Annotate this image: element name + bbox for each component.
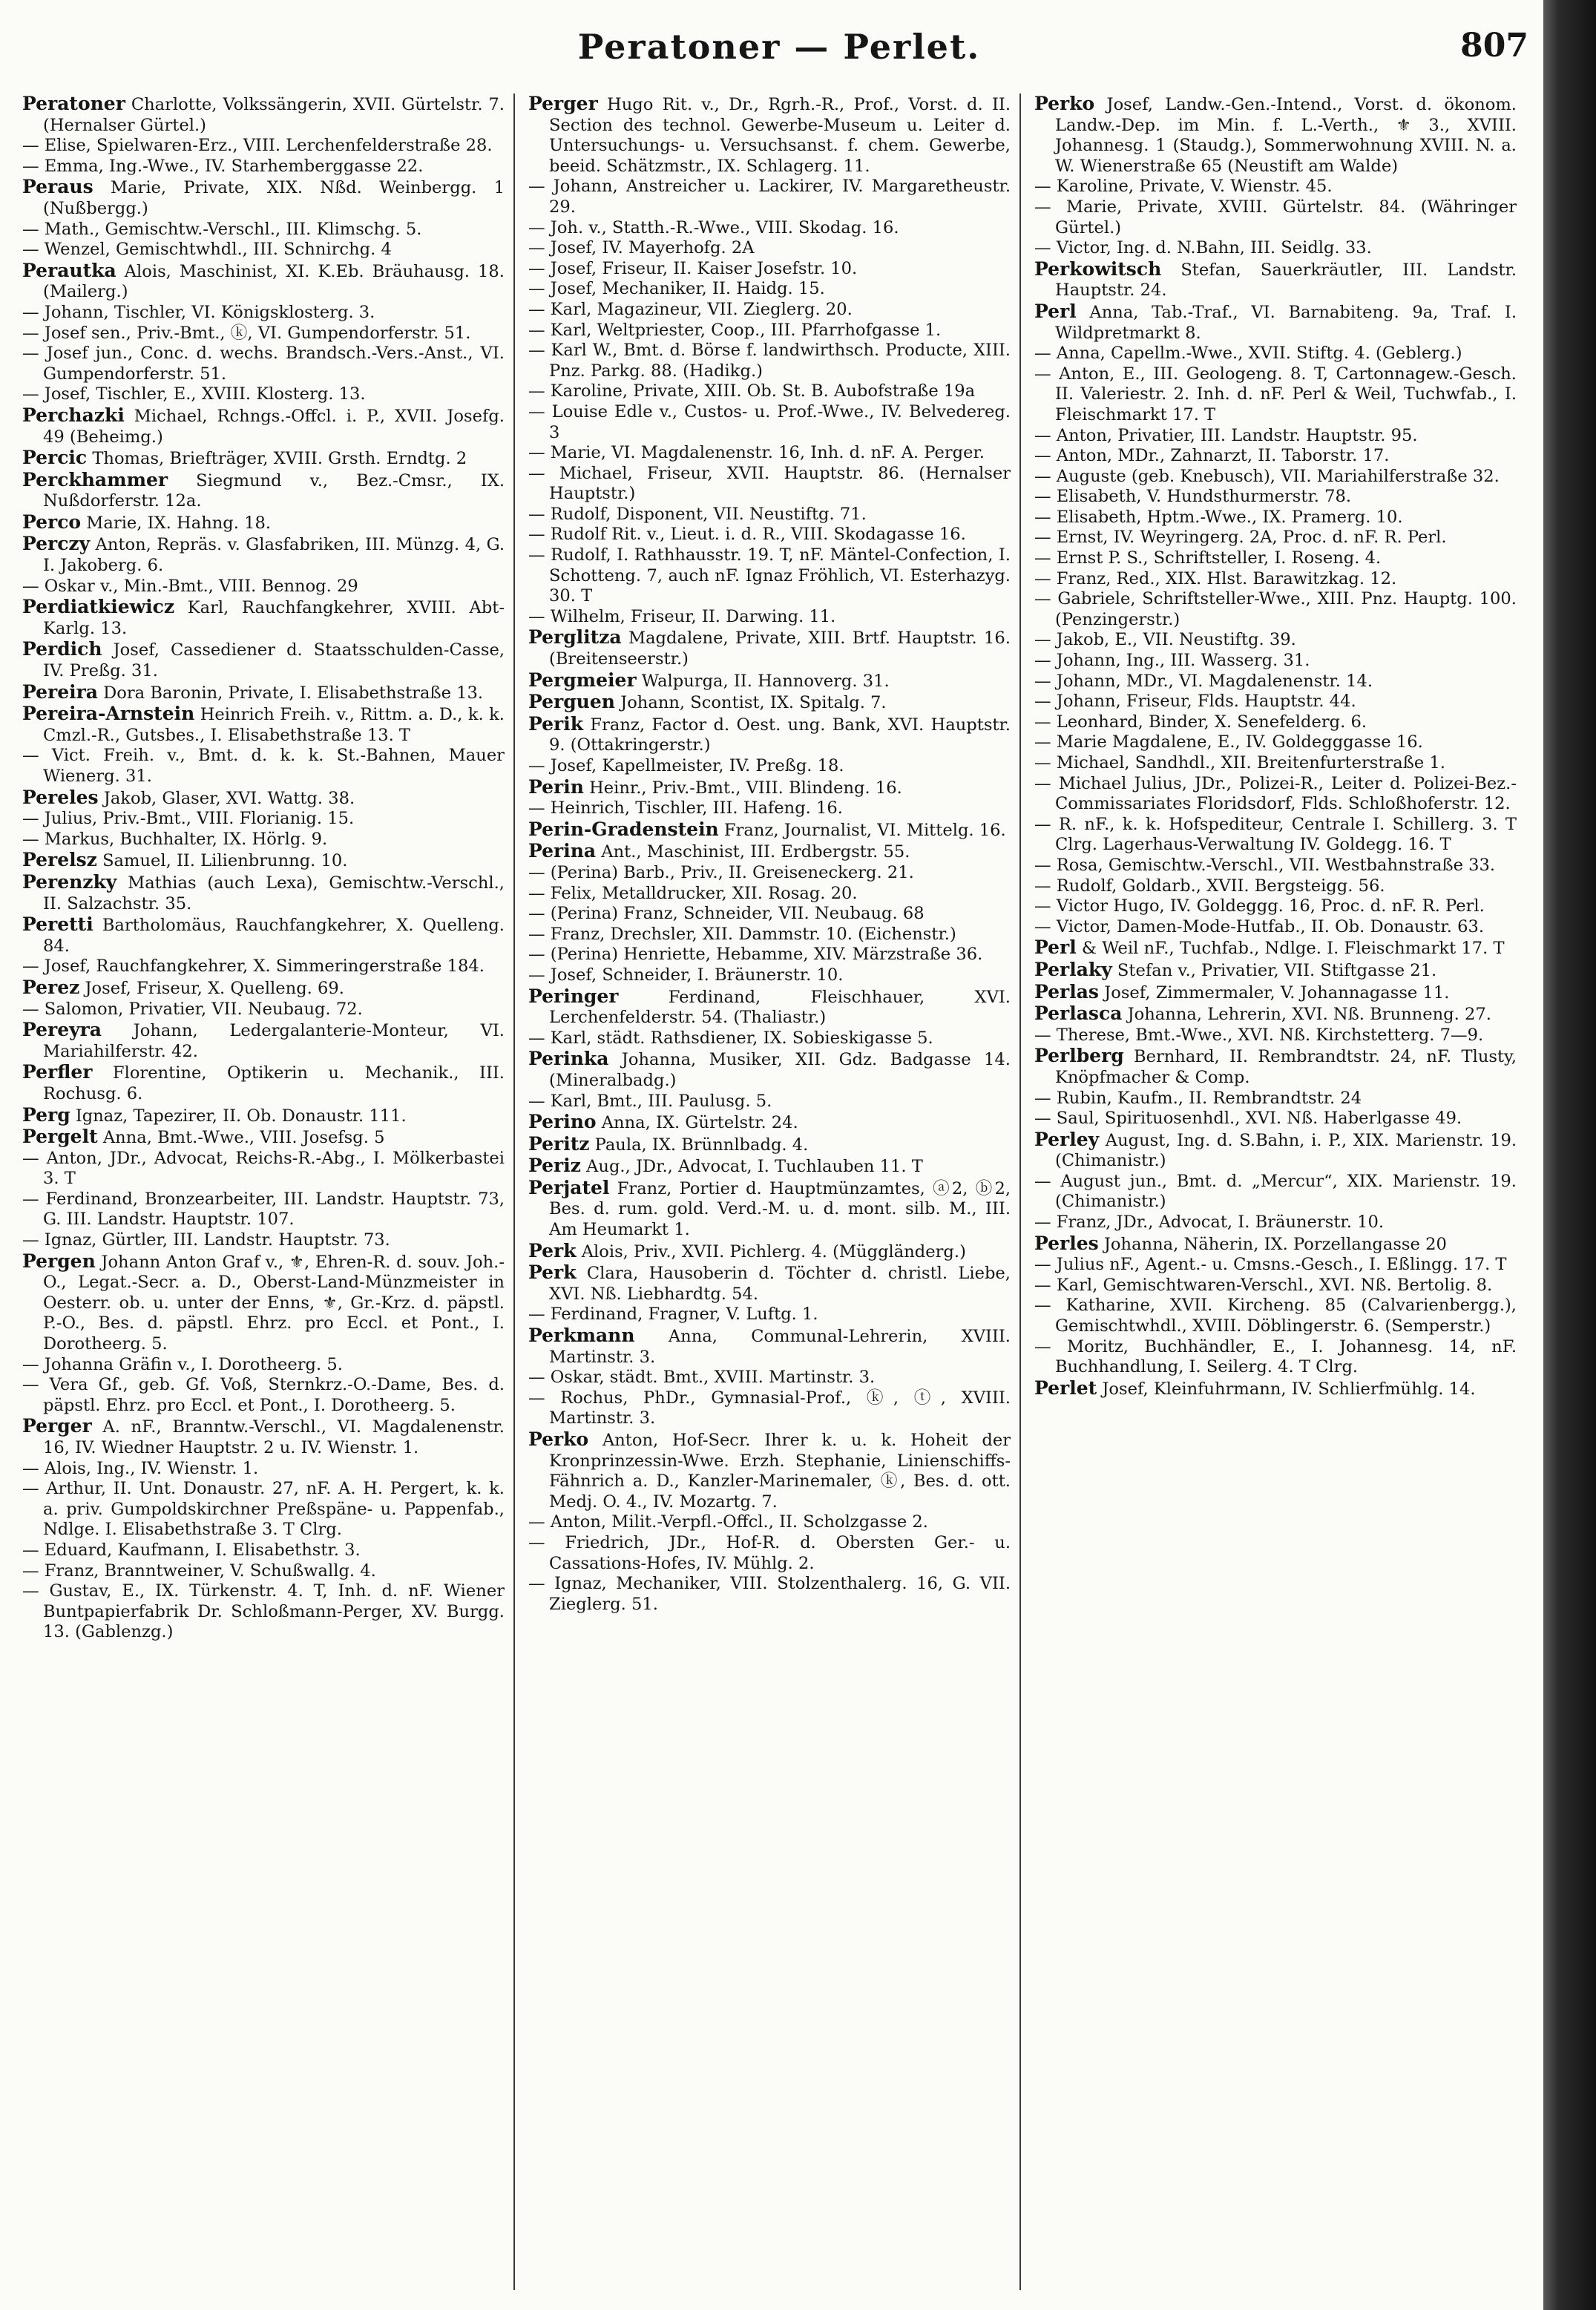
directory-entry: — Moritz, Buchhändler, E., I. Johannesg. 14, nF. Buchhandlung, I. Seilerg. 4. T Clrg. [1034, 1336, 1517, 1377]
directory-entry: Perik Franz, Factor d. Oest. ung. Bank, XVI. Hauptstr. 9. (Ottakringerstr.) [528, 712, 1011, 755]
directory-entry: Perelsz Samuel, II. Lilienbrunng. 10. [22, 849, 348, 871]
directory-entry: Perckhammer Siegmund v., Bez.-Cmsr., IX. Nußdorferstr. 12a. [22, 468, 505, 511]
directory-entry: — Marie, VI. Magdalenenstr. 16, Inh. d. nF. A. Perger. [528, 443, 985, 463]
directory-entry: — Marie, Private, XVIII. Gürtelstr. 84. (Währinger Gürtel.) [1034, 197, 1517, 237]
directory-entry: — Anna, Capellm.-Wwe., XVII. Stiftg. 4. (Geblerg.) [1034, 344, 1462, 364]
directory-entry: — Rochus, PhDr., Gymnasial-Prof., ⓚ, ⓣ, XVIII. Martinstr. 3. [528, 1388, 1011, 1428]
directory-entry: — Josef, Friseur, II. Kaiser Josefstr. 10. [528, 258, 858, 278]
directory-entry: — Rudolf, Disponent, VII. Neustiftg. 71. [528, 504, 867, 524]
directory-entry: — Heinrich, Tischler, III. Hafeng. 16. [528, 798, 843, 818]
directory-entry: — Rudolf Rit. v., Lieut. i. d. R., VIII. Skodagasse 16. [528, 525, 966, 545]
directory-entry: Peraus Marie, Private, XIX. Nßd. Weinbergg. 1 (Nußbergg.) [22, 176, 505, 218]
directory-entry: — Victor, Damen-Mode-Hutfab., II. Ob. Donaustr. 63. [1034, 916, 1485, 936]
directory-entry: — Michael Julius, JDr., Polizei-R., Leiter d. Polizei-Bez.-Commissariates Floridsdorf, Flds. Schloßhoferstr. 12. [1034, 773, 1517, 814]
directory-entry: Periz Aug., JDr., Advocat, I. Tuchlauben 11. T [528, 1155, 923, 1177]
directory-entry: — Josef, Mechaniker, II. Haidg. 15. [528, 279, 825, 299]
directory-entry: Perko Anton, Hof-Secr. Ihrer k. u. k. Hoheit der Kronprinzessin-Wwe. Erzh. Stephanie, Linienschiffs-Fähnrich a. D., Kanzler-Marinemaler, ⓚ, Bes. d. ott. Medj. O. 4., IV. Mozartg. 7. [528, 1428, 1011, 1512]
directory-entry: — Wenzel, Gemischtwhdl., III. Schnirchg. 4 [22, 240, 392, 260]
directory-entry: Pereira-Arnstein Heinrich Freih. v., Rittm. a. D., k. k. Cmzl.-R., Gutsbes., I. Elisabethstraße 13. T [22, 703, 505, 745]
directory-entry: — Vera Gf., geb. Gf. Voß, Sternkrz.-O.-Dame, Bes. d. päpstl. Ehrz. pro Eccl. et Pont., I. Dorotheerg. 5. [22, 1375, 505, 1415]
directory-entry: Pergmeier Walpurga, II. Hannoverg. 31. [528, 669, 890, 691]
directory-entry: — Jakob, E., VII. Neustiftg. 39. [1034, 630, 1296, 650]
directory-column-2 [528, 93, 1011, 2290]
directory-entry: — Franz, Red., XIX. Hlst. Barawitzkag. 12. [1034, 568, 1397, 588]
directory-entry: — Elisabeth, Hptm.-Wwe., IX. Pramerg. 10. [1034, 507, 1403, 527]
directory-entry: — Elisabeth, V. Hundsthurmerstr. 78. [1034, 487, 1352, 507]
directory-entry: — Josef, Tischler, E., XVIII. Klosterg. 13. [22, 384, 366, 404]
directory-entry: — Markus, Buchhalter, IX. Hörlg. 9. [22, 829, 328, 849]
directory-entry: — Oskar, städt. Bmt., XVIII. Martinstr. 3. [528, 1368, 876, 1388]
directory-entry: — Johann, Tischler, VI. Königsklosterg. 3. [22, 302, 375, 322]
directory-entry: — Anton, Milit.-Verpfl.-Offcl., II. Scholzgasse 2. [528, 1512, 928, 1532]
directory-entry: Perinka Johanna, Musiker, XII. Gdz. Badgasse 14. (Mineralbadg.) [528, 1048, 1011, 1090]
directory-entry: Perles Johanna, Näherin, IX. Porzellangasse 20 [1034, 1232, 1447, 1254]
directory-entry: — Alois, Ing., IV. Wienstr. 1. [22, 1458, 259, 1478]
directory-entry: — Franz, JDr., Advocat, I. Bräunerstr. 10. [1034, 1213, 1385, 1233]
directory-entry: — Karl, Bmt., III. Paulusg. 5. [528, 1091, 772, 1111]
directory-entry: — (Perina) Franz, Schneider, VII. Neubaug. 68 [528, 904, 925, 924]
directory-entry: — Josef, Kapellmeister, IV. Preßg. 18. [528, 756, 844, 775]
directory-entry: Perez Josef, Friseur, X. Quelleng. 69. [22, 976, 344, 998]
directory-entry: — Josef jun., Conc. d. wechs. Brandsch.-Vers.-Anst., VI. Gumpendorferstr. 51. [22, 344, 505, 384]
directory-entry: — Gustav, E., IX. Türkenstr. 4. T, Inh. d. nF. Wiener Buntpapierfabrik Dr. Schloßmann-Perger, XV. Burgg. 13. (Gablenzg.) [22, 1581, 505, 1642]
directory-entry: — Josef sen., Priv.-Bmt., ⓚ, VI. Gumpendorferstr. 51. [22, 323, 471, 343]
directory-entry: Perkmann Anna, Communal-Lehrerin, XVIII. Martinstr. 3. [528, 1325, 1011, 1367]
directory-entry: — Katharine, XVII. Kircheng. 85 (Calvarienbergg.), Gemischtwhdl., XVIII. Döblingerstr. 6. (Semperstr.) [1034, 1296, 1517, 1336]
page-title: Peratoner — Perlet. [577, 27, 981, 67]
directory-entry: Pereyra Johann, Ledergalanterie-Monteur, VI. Mariahilferstr. 42. [22, 1019, 505, 1061]
directory-entry: Perfler Florentine, Optikerin u. Mechanik., III. Rochusg. 6. [22, 1061, 505, 1103]
directory-entry: — Arthur, II. Unt. Donaustr. 27, nF. A. H. Pergert, k. k. a. priv. Gumpoldskirchner Preßspäne- u. Pappenfab., Ndlge. I. Elisabethstraße 3. T Clrg. [22, 1479, 505, 1540]
directory-entry: Pergelt Anna, Bmt.-Wwe., VIII. Josefsg. 5 [22, 1126, 385, 1148]
directory-entry: — Vict. Freih. v., Bmt. d. k. k. St.-Bahnen, Mauer Wienerg. 31. [22, 746, 505, 786]
directory-entry: — Karl, städt. Rathsdiener, IX. Sobieskigasse 5. [528, 1028, 933, 1048]
directory-entry: Perglitza Magdalene, Private, XIII. Brtf. Hauptstr. 16. (Breitenseerstr.) [528, 626, 1011, 669]
directory-entry: Percic Thomas, Briefträger, XVIII. Grsth. Erndtg. 2 [22, 447, 467, 469]
directory-entry: Perjatel Franz, Portier d. Hauptmünzamtes, ⓐ2, ⓑ2, Bes. d. rum. gold. Verd.-M. u. d. mont. silb. M., III. Am Heumarkt 1. [528, 1176, 1011, 1240]
directory-entry: — Auguste (geb. Knebusch), VII. Mariahilferstraße 32. [1034, 466, 1500, 486]
directory-entry: Perlaky Stefan v., Privatier, VII. Stiftgasse 21. [1034, 958, 1437, 980]
directory-entry: Peringer Ferdinand, Fleischhauer, XVI. Lerchenfelderstr. 54. (Thaliastr.) [528, 985, 1011, 1028]
directory-entry: Peretti Bartholomäus, Rauchfangkehrer, X. Quelleng. 84. [22, 913, 505, 956]
directory-entry: — Franz, Branntweiner, V. Schußwallg. 4. [22, 1561, 376, 1581]
directory-entry: Perenzky Mathias (auch Lexa), Gemischtw.-Verschl., II. Salzachstr. 35. [22, 870, 505, 913]
directory-entry: — Johann, Ing., III. Wasserg. 31. [1034, 651, 1310, 671]
directory-entry: — Felix, Metalldrucker, XII. Rosag. 20. [528, 883, 858, 903]
directory-entry: — Rosa, Gemischtw.-Verschl., VII. Westbahnstraße 33. [1034, 855, 1496, 875]
directory-entry: — Ernst P. S., Schriftsteller, I. Roseng. 4. [1034, 548, 1382, 568]
directory-entry: — Karl, Gemischtwaren-Verschl., XVI. Nß. Bertolig. 8. [1034, 1275, 1493, 1295]
directory-entry: — Louise Edle v., Custos- u. Prof.-Wwe., IV. Belvedereg. 3 [528, 401, 1011, 442]
directory-entry: — Karl, Magazineur, VII. Zieglerg. 20. [528, 299, 853, 319]
directory-entry: — Julius nF., Agent.- u. Cmsns.-Gesch., I. Eßlingg. 17. T [1034, 1255, 1507, 1275]
directory-entry: — Ernst, IV. Weyringerg. 2A, Proc. d. nF. R. Perl. [1034, 528, 1447, 548]
directory-entry: Pereira Dora Baronin, Private, I. Elisabethstraße 13. [22, 680, 484, 703]
directory-entry: — Ferdinand, Fragner, V. Luftg. 1. [528, 1305, 818, 1325]
directory-entry: — Joh. v., Statth.-R.-Wwe., VIII. Skodag. 16. [528, 217, 899, 237]
directory-entry: — Karl W., Bmt. d. Börse f. landwirthsch. Producte, XIII. Pnz. Parkg. 88. (Hadikg.) [528, 341, 1011, 381]
directory-entry: Perdiatkiewicz Karl, Rauchfangkehrer, XVIII. Abt-Karlg. 13. [22, 596, 505, 638]
directory-entry: Perko Josef, Landw.-Gen.-Intend., Vorst. d. ökonom. Landw.-Dep. im Min. f. L.-Verth., ⚜ 3., XVIII. Johannesg. 1 (Staudg.), Sommerwohnung XVIII. N. a. W. Wienerstraße 65 (Neustift am Walde) [1034, 93, 1517, 176]
directory-entry: Perdich Josef, Cassediener d. Staatsschulden-Casse, IV. Preßg. 31. [22, 638, 505, 681]
directory-entry: — Salomon, Privatier, VII. Neubaug. 72. [22, 999, 363, 1019]
directory-entry: — Anton, MDr., Zahnarzt, II. Taborstr. 17. [1034, 446, 1390, 466]
directory-entry: Perlet Josef, Kleinfuhrmann, IV. Schlierfmühlg. 14. [1034, 1377, 1476, 1399]
directory-entry: — Johann, Friseur, Flds. Hauptstr. 44. [1034, 692, 1356, 712]
directory-entry: — Ignaz, Mechaniker, VIII. Stolzenthalerg. 16, G. VII. Zieglerg. 51. [528, 1574, 1011, 1614]
directory-entry: — Anton, E., III. Geologeng. 8. T, Cartonnagew.-Gesch. II. Valeriestr. 2. Inh. d. nF. Perl & Weil, Tuchwfab., I. Fleischmarkt 17. T [1034, 364, 1517, 424]
directory-entry: Perg Ignaz, Tapezirer, II. Ob. Donaustr. 111. [22, 1103, 407, 1126]
directory-entry: — Johanna Gräfin v., I. Dorotheerg. 5. [22, 1354, 343, 1374]
directory-entry: Perk Alois, Priv., XVII. Pichlerg. 4. (Müggländerg.) [528, 1239, 966, 1261]
directory-entry: — Leonhard, Binder, X. Senefelderg. 6. [1034, 712, 1367, 732]
directory-entry: Perlasca Johanna, Lehrerin, XVI. Nß. Brunneng. 27. [1034, 1003, 1491, 1025]
directory-entry: — Josef, IV. Mayerhofg. 2A [528, 238, 755, 258]
directory-entry: — August jun., Bmt. d. „Mercur“, XIX. Marienstr. 19. (Chimanistr.) [1034, 1171, 1517, 1212]
directory-column-1 [22, 93, 505, 2290]
directory-entry: — Saul, Spirituosenhdl., XVI. Nß. Haberlgasse 49. [1034, 1109, 1462, 1129]
directory-entry: — Franz, Drechsler, XII. Dammstr. 10. (Eichenstr.) [528, 924, 956, 944]
directory-entry: — Karoline, Private, XIII. Ob. St. B. Aubofstraße 19a [528, 381, 976, 401]
directory-entry: Perkowitsch Stefan, Sauerkräutler, III. Landstr. Hauptstr. 24. [1034, 257, 1517, 301]
directory-entry: Perino Anna, IX. Gürtelstr. 24. [528, 1111, 798, 1133]
directory-entry: — Gabriele, Schriftsteller-Wwe., XIII. Pnz. Hauptg. 100. (Penzingerstr.) [1034, 589, 1517, 629]
page-binding-edge [1543, 0, 1596, 2310]
directory-entry: Perin-Gradenstein Franz, Journalist, VI. Mittelg. 16. [528, 818, 1006, 840]
directory-entry: Perger Hugo Rit. v., Dr., Rgrh.-R., Prof., Vorst. d. II. Section des technol. Gewerbe-Museum u. Leiter d. Untersuchungs- u. Versuchsanst. f. chem. Gewerbe, beeid. Schätzmstr., IX. Schlagerg. 11. [528, 93, 1011, 176]
directory-entry: Perczy Anton, Repräs. v. Glasfabriken, III. Münzg. 4, G. I. Jakoberg. 6. [22, 533, 505, 576]
directory-entry: Perchazki Michael, Rchngs.-Offcl. i. P., XVII. Josefg. 49 (Beheimg.) [22, 404, 505, 447]
directory-entry: Perina Ant., Maschinist, III. Erdbergstr. 55. [528, 840, 910, 862]
directory-entry: — Johann, Anstreicher u. Lackirer, IV. Margaretheustr. 29. [528, 177, 1011, 217]
directory-entry: Perautka Alois, Maschinist, XI. K.Eb. Bräuhausg. 18. (Mailerg.) [22, 259, 505, 302]
directory-entry: Perl Anna, Tab.-Traf., VI. Barnabiteng. 9a, Traf. I. Wildpretmarkt 8. [1034, 300, 1517, 343]
directory-entry: — Karoline, Private, V. Wienstr. 45. [1034, 177, 1333, 197]
directory-entry: — Michael, Sandhdl., XII. Breitenfurterstraße 1. [1034, 753, 1445, 772]
directory-entry: — Victor, Ing. d. N.Bahn, III. Seidlg. 33. [1034, 238, 1372, 258]
directory-entry: — (Perina) Henriette, Hebamme, XIV. Märzstraße 36. [528, 945, 983, 965]
directory-entry: Perin Heinr., Priv.-Bmt., VIII. Blindeng. 16. [528, 775, 902, 798]
directory-entry: — Rudolf, I. Rathhausstr. 19. T, nF. Mäntel-Confection, I. Schotteng. 7, auch nF. Ignaz Fröhlich, VI. Esterhazyg. 30. T [528, 545, 1011, 606]
directory-entry: — Victor Hugo, IV. Goldeggg. 16, Proc. d. nF. R. Perl. [1034, 896, 1485, 916]
column-divider [1019, 93, 1021, 2290]
directory-entry: Perley August, Ing. d. S.Bahn, i. P., XIX. Marienstr. 19. (Chimanistr.) [1034, 1128, 1517, 1171]
directory-entry: — Julius, Priv.-Bmt., VIII. Florianig. 15. [22, 809, 355, 829]
directory-entry: Perlas Josef, Zimmermaler, V. Johannagasse 11. [1034, 980, 1450, 1003]
directory-entry: Perk Clara, Hausoberin d. Töchter d. christl. Liebe, XVI. Nß. Liebhardtg. 54. [528, 1261, 1011, 1304]
directory-entry: Pergen Johann Anton Graf v., ⚜, Ehren-R. d. souv. Joh.-O., Legat.-Secr. a. D., Oberst-Land-Münzmeister in Oesterr. ob. u. unter der Enns, ⚜, Gr.-Krz. d. päpstl. P.-O., Bes. d. päpstl. Ehrz. pro Eccl. et Pont., I. Dorotheerg. 5. [22, 1250, 505, 1354]
directory-entry: — Oskar v., Min.-Bmt., VIII. Bennog. 29 [22, 576, 358, 596]
directory-entry: — Rubin, Kaufm., II. Rembrandtstr. 24 [1034, 1088, 1362, 1108]
directory-entry: — Emma, Ing.-Wwe., IV. Starhemberggasse 22. [22, 156, 424, 176]
directory-entry: — Johann, MDr., VI. Magdalenenstr. 14. [1034, 671, 1373, 691]
directory-entry: — Eduard, Kaufmann, I. Elisabethstr. 3. [22, 1540, 361, 1560]
directory-entry: — Anton, Privatier, III. Landstr. Hauptstr. 95. [1034, 425, 1418, 445]
directory-entry: Peritz Paula, IX. Brünnlbadg. 4. [528, 1132, 809, 1155]
directory-entry: — Marie Magdalene, E., IV. Goldegggasse 16. [1034, 732, 1423, 752]
page-number: 807 [1460, 27, 1528, 65]
directory-entry: — Therese, Bmt.-Wwe., XVI. Nß. Kirchstetterg. 7—9. [1034, 1025, 1484, 1045]
directory-column-3 [1034, 93, 1517, 2290]
directory-entry: — Rudolf, Goldarb., XVII. Bergsteigg. 56. [1034, 876, 1385, 896]
directory-entry: Perguen Johann, Scontist, IX. Spitalg. 7. [528, 691, 887, 713]
directory-entry: Peratoner Charlotte, Volkssängerin, XVII. Gürtelstr. 7. (Hernalser Gürtel.) [22, 93, 505, 135]
directory-entry: — (Perina) Barb., Priv., II. Greiseneckerg. 21. [528, 862, 914, 882]
directory-entry: — Math., Gemischtw.-Verschl., III. Klimschg. 5. [22, 219, 422, 239]
directory-entry: Perger A. nF., Branntw.-Verschl., VI. Magdalenenstr. 16, IV. Wiedner Hauptstr. 2 u. IV. Wienstr. 1. [22, 1415, 505, 1457]
directory-entry: Perlberg Bernhard, II. Rembrandtstr. 24, nF. Tlusty, Knöpfmacher & Comp. [1034, 1045, 1517, 1087]
directory-entry: — Ignaz, Gürtler, III. Landstr. Hauptstr. 73. [22, 1230, 390, 1250]
directory-entry: — Josef, Schneider, I. Bräunerstr. 10. [528, 965, 844, 985]
column-divider [513, 93, 515, 2290]
directory-entry: — Josef, Rauchfangkehrer, X. Simmeringerstraße 184. [22, 957, 485, 977]
directory-entry: — Anton, JDr., Advocat, Reichs-R.-Abg., I. Mölkerbastei 3. T [22, 1148, 505, 1189]
directory-entry: — Elise, Spielwaren-Erz., VIII. Lerchenfelderstraße 28. [22, 136, 493, 156]
directory-entry: — Friedrich, JDr., Hof-R. d. Obersten Ger.- u. Cassations-Hofes, IV. Mühlg. 2. [528, 1532, 1011, 1573]
directory-entry: — Ferdinand, Bronzearbeiter, III. Landstr. Hauptstr. 73, G. III. Landstr. Hauptstr. 107. [22, 1189, 505, 1230]
directory-entry: — Karl, Weltpriester, Coop., III. Pfarrhofgasse 1. [528, 320, 942, 340]
directory-entry: — R. nF., k. k. Hofspediteur, Centrale I. Schillerg. 3. T Clrg. Lagerhaus-Verwaltung IV. Goldegg. 16. T [1034, 814, 1517, 855]
directory-entry: Perco Marie, IX. Hahng. 18. [22, 511, 272, 533]
directory-entry: Perl & Weil nF., Tuchfab., Ndlge. I. Fleischmarkt 17. T [1034, 936, 1505, 959]
page-header [22, 27, 1536, 79]
directory-entry: — Michael, Friseur, XVII. Hauptstr. 86. (Hernalser Hauptstr.) [528, 463, 1011, 504]
directory-entry: — Wilhelm, Friseur, II. Darwing. 11. [528, 606, 836, 626]
directory-entry: Pereles Jakob, Glaser, XVI. Wattg. 38. [22, 786, 355, 808]
